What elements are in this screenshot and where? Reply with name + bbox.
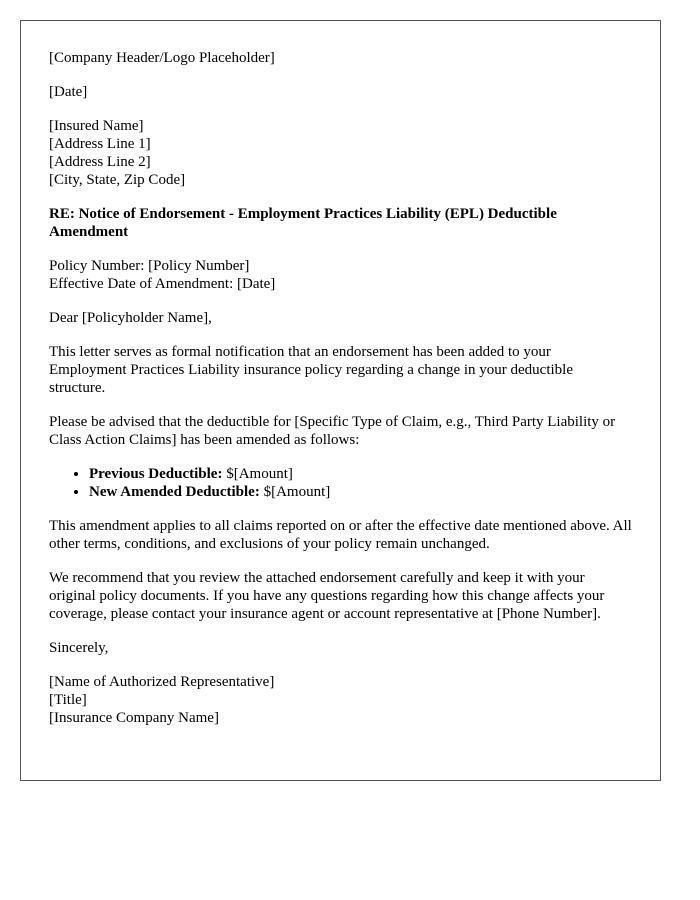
new-deductible-value: $[Amount] bbox=[259, 484, 331, 500]
list-item bbox=[89, 483, 632, 501]
subject-line: RE: Notice of Endorsement - Employment Practices Liability (EPL) Deductible Amendment bbox=[49, 206, 557, 240]
city-state-zip: [City, State, Zip Code] bbox=[49, 172, 186, 188]
paragraph-notification: This letter serves as formal notification that an endorsement has been added to your Employment Practices Liability insurance policy regarding a change in your deductible structure. bbox=[49, 344, 573, 396]
letter-date bbox=[49, 83, 632, 101]
previous-deductible-value: $[Amount] bbox=[222, 466, 293, 482]
paragraph-applicability: This amendment applies to all claims reported on or after the effective date mentioned above. All other terms, conditions, and exclusions of your policy remain unchanged. bbox=[49, 518, 632, 552]
representative-name: [Name of Authorized Representative] bbox=[49, 674, 275, 690]
closing: Sincerely, bbox=[49, 640, 109, 656]
address-line-1: [Address Line 1] bbox=[49, 136, 151, 152]
signature-block bbox=[49, 673, 632, 727]
company-header bbox=[49, 49, 632, 67]
previous-deductible-label: Previous Deductible: bbox=[89, 466, 223, 482]
representative-title: [Title] bbox=[49, 692, 87, 708]
insurance-company-name: [Insurance Company Name] bbox=[49, 710, 219, 726]
date-text: [Date] bbox=[49, 84, 88, 100]
policy-details bbox=[49, 257, 632, 293]
deductible-list bbox=[49, 465, 632, 501]
recipient-address bbox=[49, 117, 632, 189]
address-line-2: [Address Line 2] bbox=[49, 154, 151, 170]
new-deductible-label: New Amended Deductible: bbox=[89, 484, 260, 500]
company-header-placeholder: [Company Header/Logo Placeholder] bbox=[49, 50, 275, 66]
salutation: Dear [Policyholder Name], bbox=[49, 310, 212, 326]
paragraph-recommendation: We recommend that you review the attached endorsement carefully and keep it with your original policy documents. If you have any questions regarding how this change affects your coverage, please contact your insurance agent or account representative at [Phone Number]. bbox=[49, 570, 605, 622]
effective-date: Effective Date of Amendment: [Date] bbox=[49, 276, 276, 292]
insured-name: [Insured Name] bbox=[49, 118, 144, 134]
list-item bbox=[89, 465, 632, 483]
paragraph-deductible-intro: Please be advised that the deductible for [Specific Type of Claim, e.g., Third Party Liability or Class Action Claims] has been amended as follows: bbox=[49, 414, 616, 448]
policy-number: Policy Number: [Policy Number] bbox=[49, 258, 250, 274]
letter-page bbox=[20, 20, 661, 781]
